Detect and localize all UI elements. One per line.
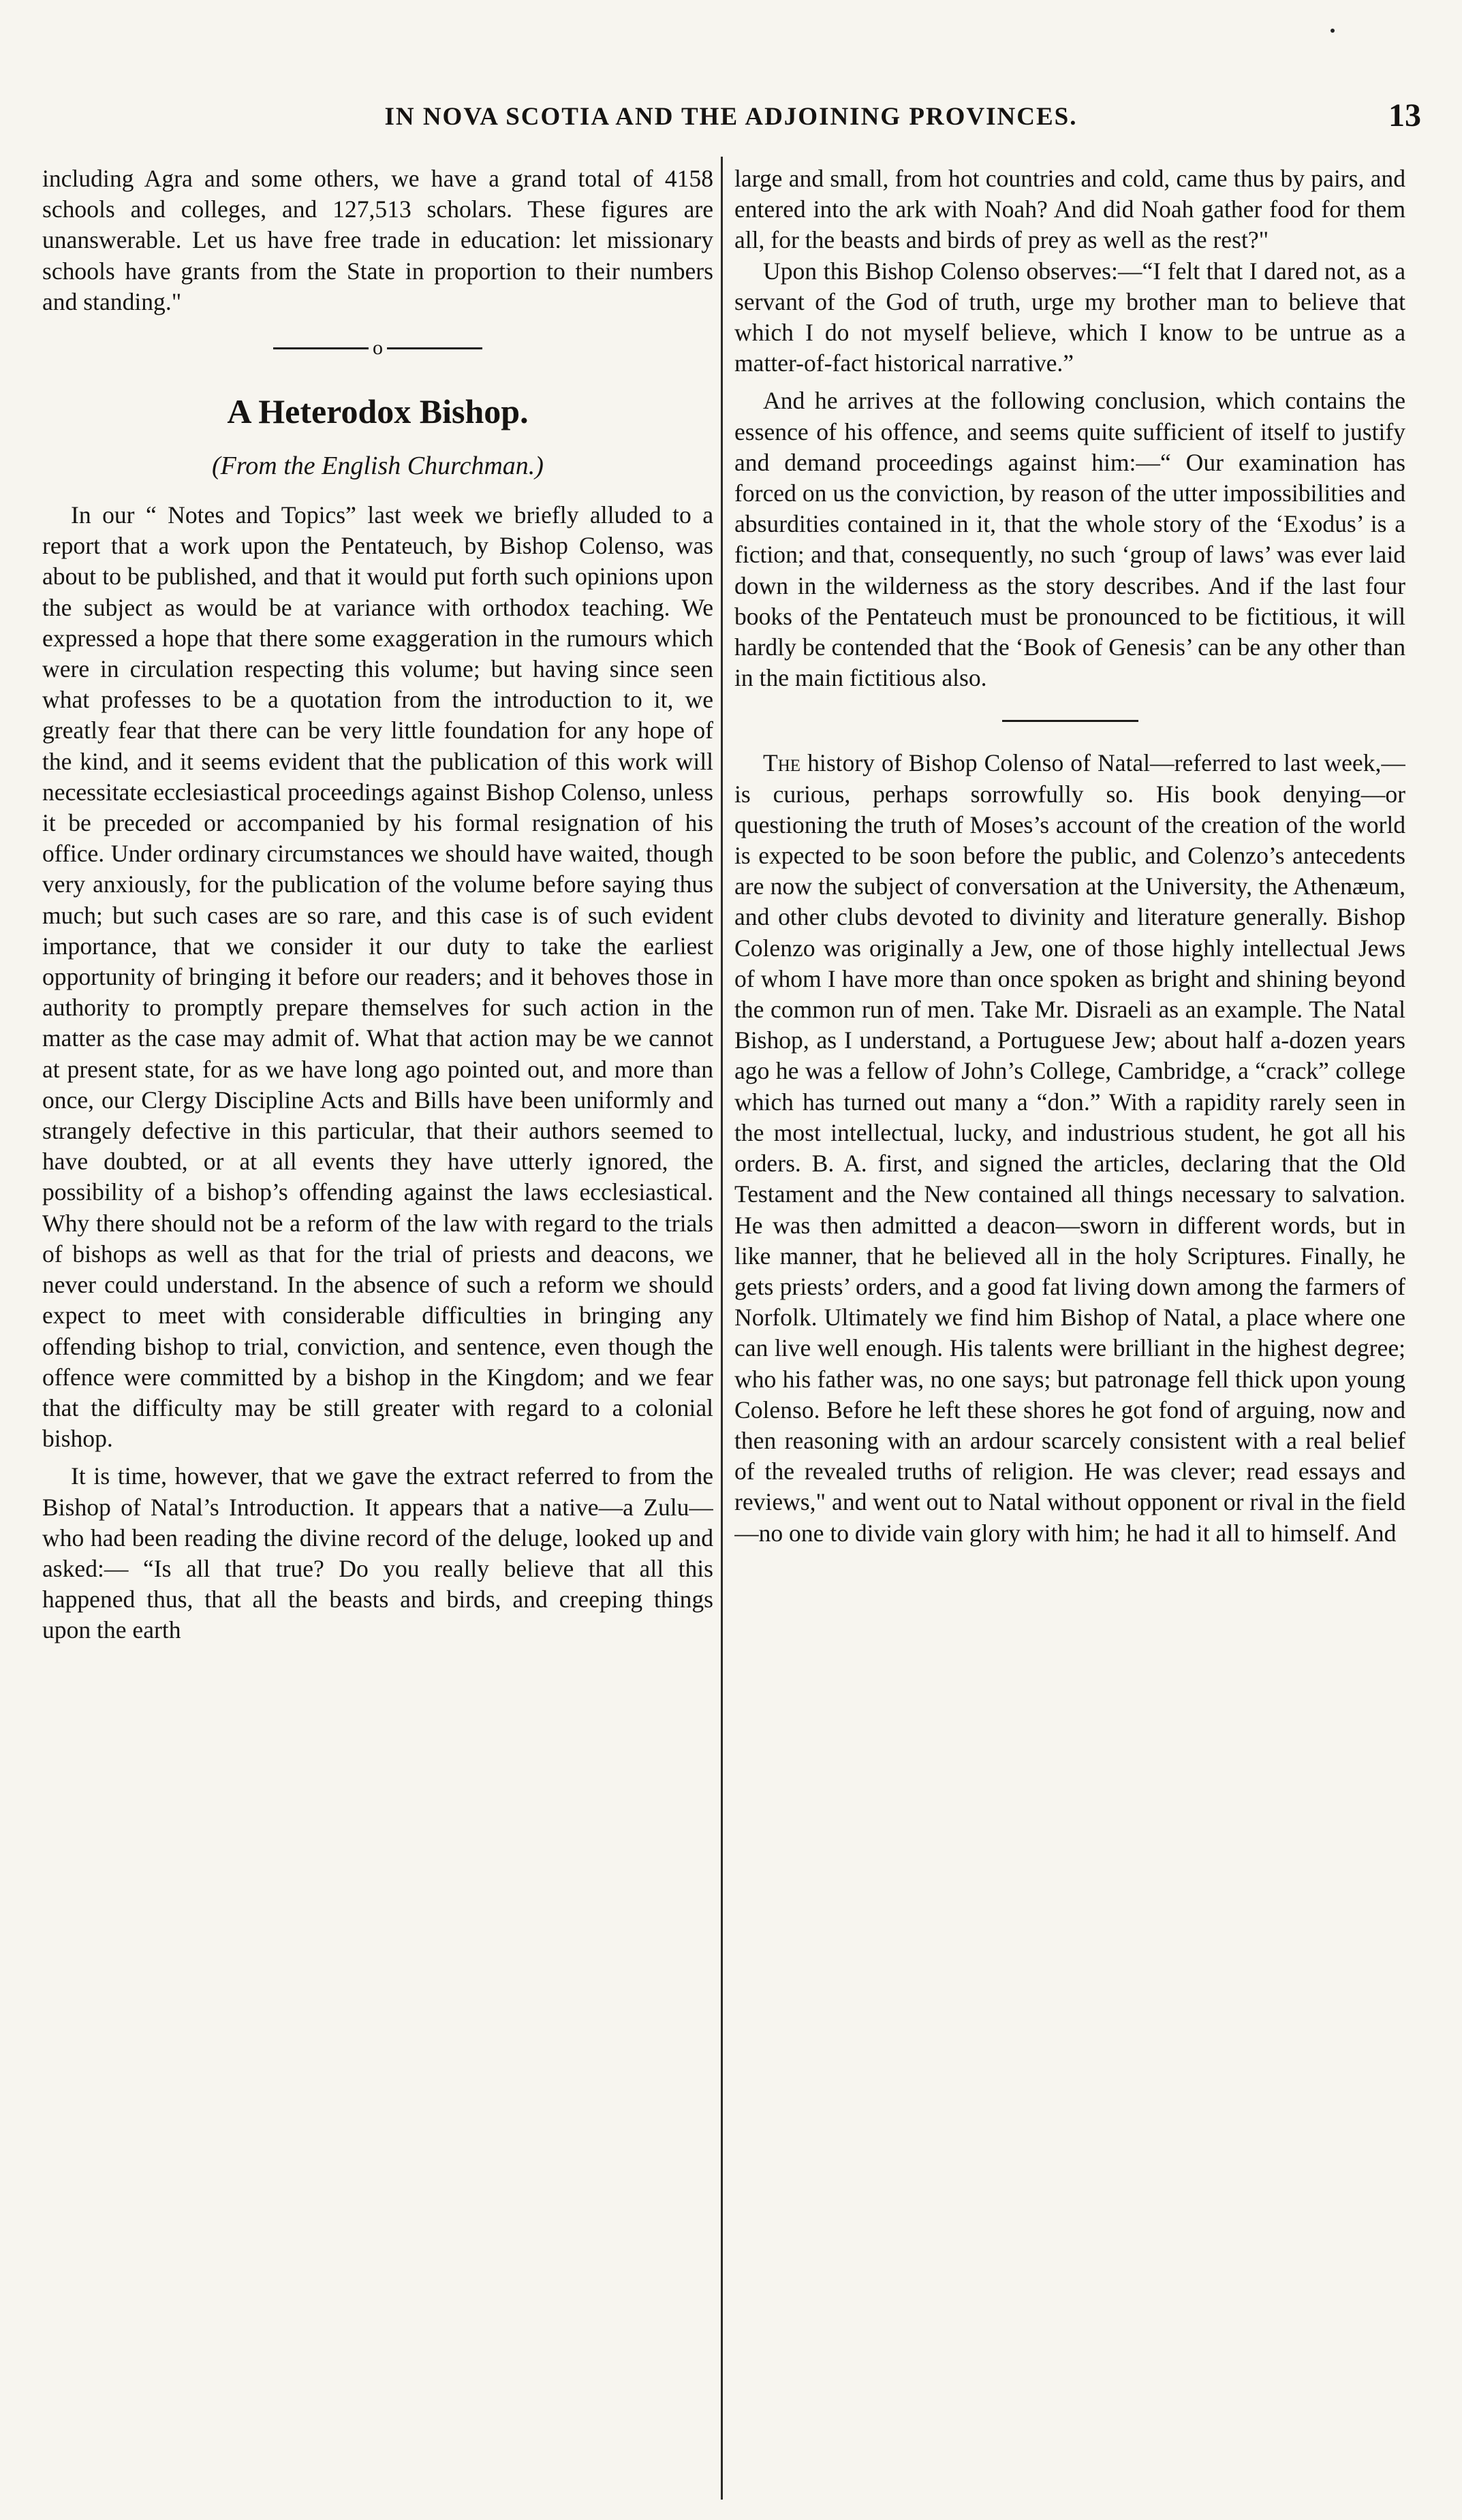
history-paragraph [734, 748, 1405, 1548]
history-lead-word: The [763, 749, 801, 777]
running-title: IN NOVA SCOTIA AND THE ADJOINING PROVINCES. [384, 103, 1078, 131]
continued-paragraph: large and small, from hot countries and cold, came thus by pairs, and entered into the ark with Noah? And did Noah gather food for them all, for the beasts and birds of prey as well as the rest?" [734, 165, 1405, 254]
left-column [42, 163, 713, 2500]
section-rule-dash [1002, 720, 1138, 722]
article-paragraph-2: It is time, however, that we gave the extract referred to from the Bishop of Natal’s Introduction. It appears that a native—a Zulu—who had been reading the divine record of the deluge, looked up and asked:— “Is all that true? Do you really believe that all this happened thus, that all the beasts and birds, and creeping things upon the earth [42, 1462, 713, 1644]
rule-ornament: o [373, 336, 383, 360]
article-title: A Heterodox Bishop. [227, 392, 529, 431]
rule-dash-right [387, 347, 482, 349]
rule-dash-left [273, 347, 369, 349]
print-speck [1331, 29, 1335, 33]
page-number: 13 [1388, 97, 1421, 133]
column-divider [721, 157, 723, 2500]
article-source: (From the English Churchman.) [212, 452, 544, 481]
right-column [734, 163, 1405, 2500]
intro-paragraph: including Agra and some others, we have a grand total of 4158 schools and colleges, and 127,513 scholars. These figures are unanswerable. Let us have free trade in education: let missionary schools have grants from the State in proportion to their numbers and standing." [42, 165, 713, 315]
observation-paragraph: Upon this Bishop Colenso observes:—“I felt that I dared not, as a servant of the God of truth, urge my brother man to believe that which I do not myself believe, which I know to be untrue as a matter-of-fact historical narrative.” [734, 257, 1405, 377]
history-text: history of Bishop Colenso of Natal—referred to last week,—is curious, perhaps sorrowfully so. His book denying—or questioning the truth of Moses’s account of the creation of the world is expected to be soon before the public, and Colenzo’s antecedents are now the subject of conversation at the University, the Athenæum, and other clubs devoted to divinity and literature generally. Bishop Colenzo was originally a Jew, one of those highly intellectual Jews of whom I have more than once spoken as bright and shining beyond the common run of men. Take Mr. Disraeli as an example. The Natal Bishop, as I understand, a Portuguese Jew; about half a-dozen years ago he was a fellow of John’s College, Cambridge, a “crack” college which has turned out many a “don.” With a rapidity rarely seen in the most intellectual, lucky, and industrious student, he got all his orders. B. A. first, and signed the articles, declaring that the Old Testament and the New contained all things necessary to salvation. He was then admitted a deacon—sworn in different words, but in like manner, that he believed all in the holy Scriptures. Finally, he gets priests’ orders, and a good fat living down among the farmers of Norfolk. Ultimately we find him Bishop of Natal, a place where one can live well enough. His talents were brilliant in the highest degree; who his father was, no one says; but patronage fell thick upon young Colenso. Before he left these shores he got fond of arguing, now and then reasoning with an ardour scarcely consistent with a real belief of the revealed truths of religion. He was clever; read essays and reviews," and went out to Natal without opponent or rival in the field—no one to divide vain glory with him; he had it all to himself. And [734, 749, 1405, 1547]
running-head [41, 97, 1421, 143]
conclusion-paragraph: And he arrives at the following conclusion, which contains the essence of his offence, and seems quite sufficient of itself to justify and demand proceedings against him:—“ Our examination has forced on us the conviction, by reason of the utter impossibilities and absurdities contained in it, that the whole story of the ‘Exodus’ is a fiction; and that, consequently, no such ‘group of laws’ was ever laid down in the wilderness as the story describes. And if the last four books of the Pentateuch must be pronounced to be fictitious, it will hardly be contended that the ‘Book of Genesis’ can be any other than in the main fictitious also. [734, 387, 1405, 692]
separator-rule [42, 317, 713, 379]
section-rule [734, 693, 1405, 748]
article-paragraph-1: In our “ Notes and Topics” last week we briefly alluded to a report that a work upon the Pentateuch, by Bishop Colenso, was about to be published, and that it would put forth such opinions upon the subject as would be at variance with orthodox teaching. We expressed a hope that there some exaggeration in the rumours which were in circulation respecting this volume; but having since seen what professes to be a quotation from the introduction to it, we greatly fear that there can be very little foundation for any hope of the kind, and it seems evident that the publication of this work will necessitate ecclesiastical proceedings against Bishop Colenso, unless it be preceded or accompanied by his formal resignation of his office. Under ordinary circumstances we should have waited, though very anxiously, for the publication of the volume before saying thus much; but such cases are so rare, and this case is of such evident importance, that we consider it our duty to take the earliest opportunity of bringing it before our readers; and it behoves those in authority to promptly prepare themselves for such action in the matter as the case may admit of. What that action may be we cannot at present state, for as we have long ago pointed out, and more than once, our Clergy Discipline Acts and Bills have been uniformly and strangely defective in this particular, that their authors seemed to have doubted, or at all events they have utterly ignored, the possibility of a bishop’s offending against the laws ecclesiastical. Why there should not be a reform of the law with regard to the trials of bishops as well as that for the trial of priests and deacons, we never could understand. In the absence of such a reform we should expect to meet with considerable difficulties in bringing any offending bishop to trial, conviction, and sentence, even though the offence were committed by a bishop in the Kingdom; and we fear that the difficulty may be still greater with regard to a colonial bishop. [42, 501, 713, 1453]
